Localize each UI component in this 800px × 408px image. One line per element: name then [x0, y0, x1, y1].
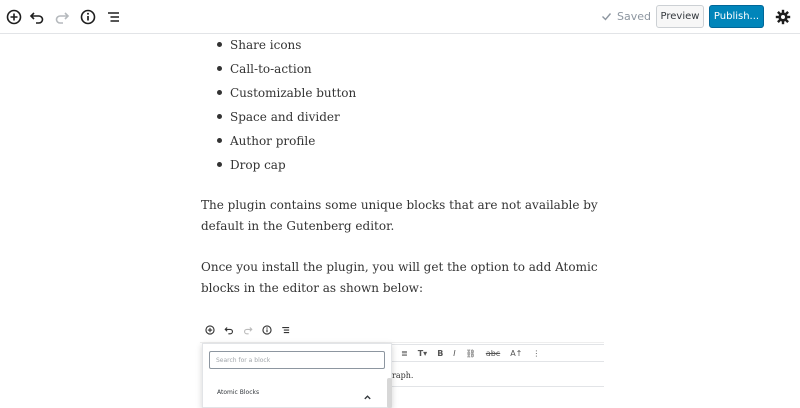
outline-icon[interactable] — [104, 7, 124, 27]
info-icon — [262, 325, 272, 335]
more-options-icon: ⋮ — [532, 348, 541, 358]
undo-icon[interactable] — [27, 7, 47, 27]
italic-icon: I — [453, 348, 456, 358]
paragraph-block[interactable]: Once you install the plugin, you will get the option to add Atomic blocks in the editor as shown below: — [201, 260, 598, 295]
block-inserter-panel — [202, 343, 392, 408]
text-style-icon: T▾ — [417, 348, 428, 358]
publish-button[interactable]: Publish... — [709, 5, 764, 28]
bold-icon: B — [437, 348, 444, 358]
list-item[interactable]: Author profile — [214, 131, 356, 155]
redo-icon — [243, 325, 253, 335]
embedded-screenshot — [200, 318, 610, 408]
chevron-up-icon — [363, 387, 372, 406]
undo-icon — [224, 325, 234, 335]
list-item[interactable]: Share icons — [214, 35, 356, 59]
strikethrough-icon: abc — [485, 348, 501, 358]
block-format-toolbar — [391, 344, 604, 362]
saved-status — [601, 10, 651, 23]
divider — [392, 386, 604, 387]
editor-content — [0, 35, 800, 408]
info-icon[interactable] — [78, 7, 98, 27]
align-icon: ≣ — [401, 348, 408, 358]
list-item[interactable]: Space and divider — [214, 107, 356, 131]
list-item[interactable]: Drop cap — [214, 155, 356, 179]
link-icon: ⛓ — [465, 348, 476, 358]
scrollbar — [387, 378, 392, 408]
check-icon — [601, 11, 612, 22]
preview-button[interactable]: Preview — [656, 5, 704, 28]
paragraph-fragment: raph. — [392, 371, 414, 380]
saved-label: Saved — [617, 10, 651, 23]
category-label: Atomic Blocks — [217, 389, 260, 396]
add-block-icon — [205, 325, 215, 335]
paragraph-block[interactable]: The plugin contains some unique blocks that are not available by default in the Gutenberg editor. — [201, 198, 598, 233]
feature-list[interactable] — [214, 35, 356, 179]
font-size-icon: A↑ — [510, 348, 523, 358]
list-item[interactable]: Customizable button — [214, 83, 356, 107]
gear-icon[interactable] — [773, 7, 793, 27]
list-item[interactable]: Call-to-action — [214, 59, 356, 83]
block-search-input: Search for a block — [209, 351, 385, 369]
editor-toolbar — [0, 0, 800, 34]
redo-icon[interactable] — [52, 7, 72, 27]
mini-toolbar — [205, 324, 300, 336]
add-block-icon[interactable] — [4, 7, 24, 27]
outline-icon — [281, 325, 291, 335]
